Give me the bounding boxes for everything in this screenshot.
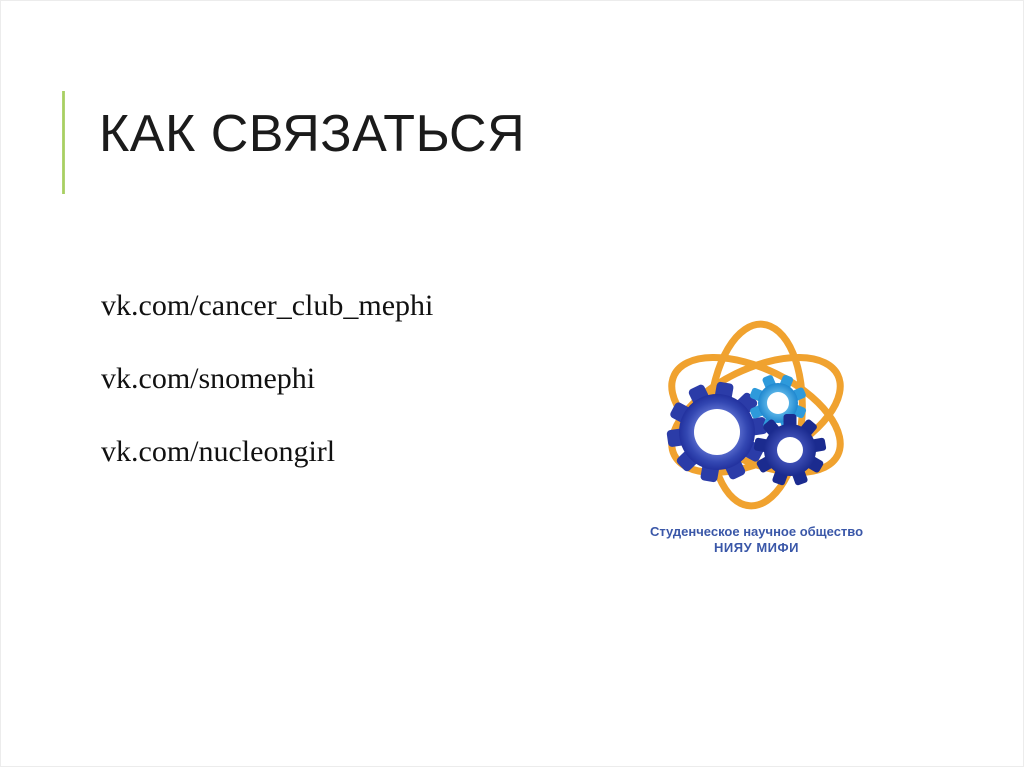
atom-gears-logo-icon: [644, 319, 869, 519]
logo-caption: [644, 524, 869, 556]
contact-links: [101, 289, 433, 469]
vk-link-cancer-club[interactable]: vk.com/cancer_club_mephi: [101, 289, 434, 322]
vk-link-nucleongirl[interactable]: vk.com/nucleongirl: [101, 435, 336, 468]
title-accent-bar: [62, 91, 65, 194]
vk-link-sno-mephi[interactable]: vk.com/snomephi: [101, 362, 316, 395]
logo-caption-line1: Студенческое научное общество: [649, 524, 864, 539]
sno-mephi-logo: [644, 319, 869, 556]
logo-caption-line2: НИЯУ МИФИ: [714, 539, 799, 555]
gear-medium-icon: [753, 414, 826, 486]
page-title: КАК СВЯЗАТЬСЯ: [99, 105, 526, 163]
